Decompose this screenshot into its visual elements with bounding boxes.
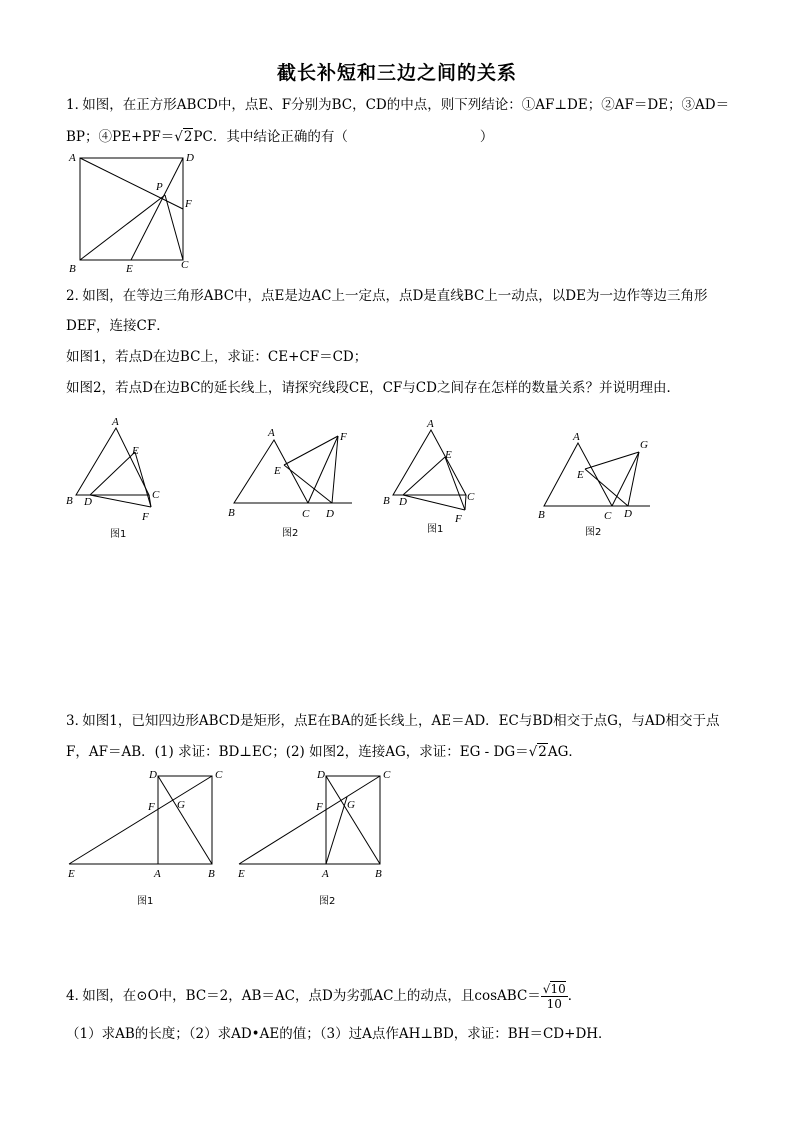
q2-f2b-label-c: C — [604, 510, 612, 522]
q2-f2a-label-c: C — [302, 508, 310, 520]
q1-text-2a: BP；④PE+PF＝ — [66, 129, 175, 145]
q1-label-e: E — [126, 263, 133, 275]
q1-number: 1． — [66, 97, 89, 113]
q3-text-1: 如图1，已知四边形ABCD是矩形，点E在BA的延长线上，AE＝AD．EC与BD相交于点G，与AD相交于点 — [82, 713, 720, 729]
q4-line2 — [66, 1024, 612, 1044]
q3-caption-2: 图2 — [319, 896, 336, 907]
q4-number: 4． — [66, 988, 89, 1004]
q2-line3 — [66, 347, 367, 367]
q2-caption-1a: 图1 — [110, 529, 127, 540]
sqrt-radicand: 2 — [538, 744, 547, 760]
q2-f1a-label-d: D — [84, 496, 92, 508]
q3-f1-label-b: B — [208, 868, 215, 880]
q2-f2b-label-a: A — [573, 431, 580, 443]
q3-text-2a: F，AF＝AB．(1) 求证：BD⊥EC；(2) 如图2，连接AG，求证：EG - DG＝ — [66, 744, 529, 760]
q2-figure-1a — [66, 412, 176, 542]
q3-f2-label-a: A — [322, 868, 329, 880]
q4-text-2: （1）求AB的长度；（2）求AD•AE的值；（3）过A点作AH⊥BD，求证：BH＝CD+DH． — [66, 1026, 612, 1042]
q2-line2 — [66, 316, 170, 336]
q2-f1a-label-b: B — [66, 495, 73, 507]
q2-line4 — [66, 378, 680, 398]
q2-f2a-label-e: E — [274, 465, 281, 477]
q2-f2a-label-b: B — [228, 507, 235, 519]
q4-fraction — [541, 982, 568, 1011]
q2-f2b-label-b: B — [538, 509, 545, 521]
q4-text-1a: 如图，在⊙O中，BC＝2，AB＝AC，点D为劣弧AC上的动点，且cosABC＝ — [82, 988, 541, 1004]
q3-f2-label-f: F — [316, 801, 323, 813]
q3-f1-label-f: F — [148, 801, 155, 813]
q3-f2-label-e: E — [238, 868, 245, 880]
q3-caption-1: 图1 — [137, 896, 154, 907]
q3-f2-label-g: G — [347, 799, 355, 811]
q3-f2-label-b: B — [375, 868, 382, 880]
q1-text-1: 如图，在正方形ABCD中，点E、F分别为BC，CD的中点，则下列结论：①AF⊥DE；②AF＝DE；③AD＝ — [82, 97, 730, 113]
q1-line2 — [66, 127, 493, 147]
q2-f1a-label-e: E — [132, 445, 139, 457]
q3-line2 — [66, 742, 582, 762]
q3-number: 3． — [66, 713, 89, 729]
q1-label-c: C — [181, 259, 189, 271]
q2-f1b-label-d: D — [399, 496, 407, 508]
q3-f1-label-d: D — [149, 769, 157, 781]
q2-f1b-label-a: A — [427, 418, 434, 430]
q2-f2a-label-f: F — [340, 431, 347, 443]
q3-f1-label-a: A — [154, 868, 161, 880]
q2-text-3: 如图1，若点D在边BC上，求证：CE+CF＝CD； — [66, 349, 368, 365]
q3-text-2b: AG． — [547, 744, 582, 760]
q2-f2a-label-d: D — [326, 508, 334, 520]
q2-figure-2a — [222, 414, 362, 544]
q1-figure — [64, 148, 204, 278]
q2-figure-1b — [383, 412, 493, 542]
q4-text-1b: ． — [567, 988, 582, 1004]
q1-label-a: A — [69, 152, 76, 164]
q2-f1a-label-f: F — [142, 511, 149, 523]
q2-line1 — [66, 286, 707, 306]
q3-figure-1 — [64, 764, 224, 907]
q1-label-p: P — [156, 181, 163, 193]
q4-line1 — [66, 982, 581, 1011]
q3-f2-label-d: D — [317, 769, 325, 781]
q2-f1b-label-f: F — [455, 513, 462, 525]
q1-text-2c: ） — [479, 129, 494, 145]
q3-f1-label-c: C — [215, 769, 223, 781]
q3-line1 — [66, 711, 719, 731]
q3-f1-label-g: G — [177, 799, 185, 811]
q2-number: 2． — [66, 288, 89, 304]
q3-figure-2 — [234, 764, 394, 907]
q1-line1 — [66, 95, 729, 115]
q2-f1a-label-a: A — [112, 416, 119, 428]
q3-f1-label-e: E — [68, 868, 75, 880]
page-title: 截长补短和三边之间的关系 — [276, 62, 517, 84]
q1-label-b: B — [69, 263, 76, 275]
q2-text-4: 如图2，若点D在边BC的延长线上，请探究线段CE，CF与CD之间存在怎样的数量关系？并说明理由． — [66, 380, 680, 396]
sqrt-symbol: √2 — [174, 129, 193, 145]
q4-fraction-numerator: √10 — [542, 982, 566, 996]
q2-f2b-label-d: D — [624, 508, 632, 520]
q2-f1a-label-c: C — [152, 489, 160, 501]
q4-fraction-denominator: 10 — [546, 997, 562, 1011]
q1-text-2b: PC．其中结论正确的有（ — [193, 129, 348, 145]
q1-label-f: F — [185, 198, 192, 210]
q4-fraction-radicand: 10 — [550, 982, 566, 996]
q2-caption-2a: 图2 — [282, 528, 299, 539]
q2-text-2: DEF，连接CF． — [66, 318, 170, 334]
q3-f2-label-c: C — [383, 769, 391, 781]
q2-f1b-label-b: B — [383, 495, 390, 507]
q2-text-1: 如图，在等边三角形ABC中，点E是边AC上一定点，点D是直线BC上一动点，以DE为一边作等边三角形 — [82, 288, 708, 304]
q1-label-d: D — [186, 152, 194, 164]
sqrt-symbol: √2 — [528, 744, 547, 760]
q2-figure-2b — [530, 416, 670, 546]
q2-f1b-label-c: C — [467, 491, 475, 503]
q2-f2b-label-g: G — [640, 439, 648, 451]
sqrt-radicand: 2 — [183, 129, 193, 145]
q2-caption-1b: 图1 — [427, 524, 444, 535]
q2-f1b-label-e: E — [445, 449, 452, 461]
q2-caption-2b: 图2 — [585, 527, 602, 538]
q2-f2b-label-e: E — [577, 469, 584, 481]
q2-f2a-label-a: A — [268, 427, 275, 439]
